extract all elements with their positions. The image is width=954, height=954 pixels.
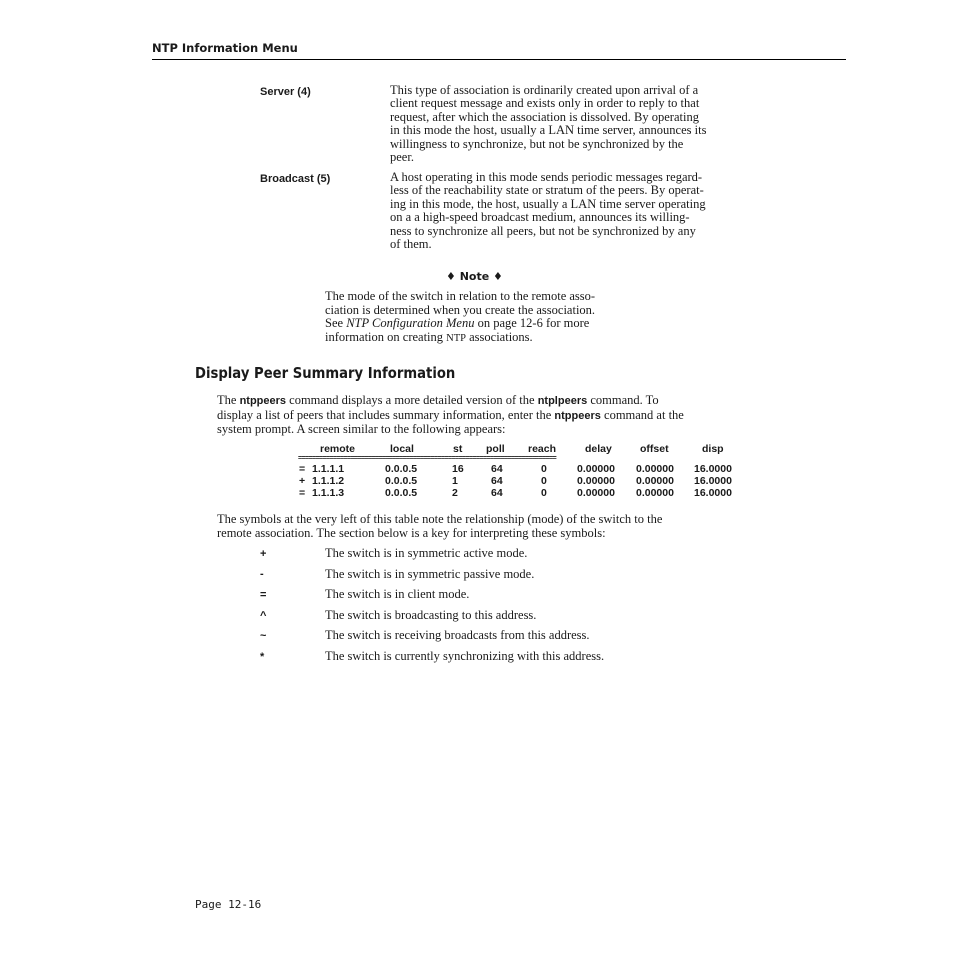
paragraph-text: command. To — [587, 393, 659, 407]
column-header: delay — [585, 443, 612, 455]
table-cell: 1.1.1.3 — [312, 487, 345, 499]
table-cell: + — [299, 475, 306, 487]
table-cell: = — [299, 487, 306, 499]
table-cell: 64 — [491, 487, 503, 499]
table-cell: 0.0.0.5 — [385, 487, 418, 499]
definition-line: on a a high-speed broadcast medium, announces its willing- — [390, 210, 690, 225]
symbol-key: ~ — [260, 630, 267, 642]
peer-summary-table — [298, 443, 744, 499]
table-header-row — [298, 443, 744, 455]
symbol-key: = — [260, 589, 267, 601]
table-cell: 64 — [491, 463, 503, 475]
definition-line: request, after which the association is dissolved. By operating — [390, 109, 699, 124]
table-cell: 1 — [452, 475, 458, 487]
note-line: ciation is determined when you create the association. — [325, 302, 596, 317]
column-header: st — [453, 443, 463, 455]
symbol-description: The switch is in symmetric passive mode. — [325, 567, 535, 581]
header-rule — [152, 59, 846, 60]
table-cell: 16.0000 — [694, 463, 732, 475]
definition-line: This type of association is ordinarily created upon arrival of a — [390, 83, 699, 97]
definition-body-server — [390, 84, 756, 164]
intro-paragraph — [217, 394, 757, 437]
command-name: ntppeers — [554, 409, 601, 422]
table-cell: 0.0.0.5 — [385, 463, 418, 475]
definition-line: peer. — [390, 150, 414, 165]
table-cell: 16.0000 — [694, 487, 732, 499]
definition-line: A host operating in this mode sends periodic messages regard- — [390, 170, 703, 184]
table-cell: 1.1.1.1 — [312, 463, 345, 475]
table-cell: = — [299, 463, 306, 475]
column-header: reach — [528, 443, 557, 455]
paragraph-text: The — [217, 393, 240, 407]
symbol-description: The switch is in symmetric active mode. — [325, 546, 528, 560]
paragraph-text: command at the — [600, 407, 684, 422]
table-cell: 0 — [541, 487, 547, 499]
symbol-key: + — [260, 548, 267, 560]
paragraph-text: display a list of peers that includes summary information, enter the — [217, 407, 555, 422]
note-line — [325, 331, 645, 346]
column-header: disp — [702, 443, 724, 455]
column-header: remote — [320, 443, 356, 455]
note-text: associations. — [466, 329, 533, 344]
definition-term-server: Server (4) — [260, 86, 311, 98]
column-header: offset — [640, 443, 669, 455]
table-cell: 0.00000 — [577, 487, 615, 499]
definition-line: of them. — [390, 237, 432, 252]
table-cell: 0.00000 — [636, 475, 674, 487]
definition-line: client request message and exists only in order to reply to that — [390, 96, 700, 111]
note-text: See — [325, 316, 347, 330]
page-number: Page 12-16 — [195, 898, 262, 911]
definition-line: in this mode the host, usually a LAN time server, announces its — [390, 123, 707, 138]
symbol-key: * — [260, 651, 265, 663]
table-cell: 0 — [541, 463, 547, 475]
table-cell: 16.0000 — [694, 475, 732, 487]
table-separator: ========================================================================== — [298, 455, 557, 462]
table-cell: 64 — [491, 475, 503, 487]
table-cell: 0.00000 — [636, 463, 674, 475]
table-cell: 16 — [452, 463, 464, 475]
paragraph-line: The symbols at the very left of this table note the relationship (mode) of the switch to the — [217, 512, 663, 526]
column-header: poll — [486, 443, 505, 455]
running-header: NTP Information Menu — [152, 41, 298, 55]
table-row — [298, 475, 744, 487]
table-cell: 0 — [541, 475, 547, 487]
paragraph-line: remote association. The section below is a key for interpreting these symbols: — [217, 525, 606, 540]
section-heading: Display Peer Summary Information — [195, 364, 456, 382]
symbol-key: ^ — [260, 610, 267, 622]
paragraph-line — [217, 409, 757, 424]
definition-line: ing in this mode, the host, usually a LAN time server operating — [390, 196, 706, 211]
column-header: local — [390, 443, 414, 455]
paragraph-line: system prompt. A screen similar to the following appears: — [217, 422, 506, 436]
note-acronym: NTP — [446, 332, 466, 344]
paragraph-text: command displays a more detailed version of the — [286, 393, 538, 407]
symbol-key: - — [260, 568, 264, 580]
note-text: on page 12-6 for more — [474, 316, 590, 330]
note-title: ♦ Note ♦ — [446, 270, 503, 283]
table-cell: 0.00000 — [577, 463, 615, 475]
note-text: information on creating — [325, 329, 447, 344]
symbol-description: The switch is currently synchronizing with this address. — [325, 649, 605, 663]
table-cell: 2 — [452, 487, 458, 499]
note-line: The mode of the switch in relation to the remote asso- — [325, 289, 596, 303]
symbol-description: The switch is receiving broadcasts from this address. — [325, 628, 590, 642]
definition-term-broadcast: Broadcast (5) — [260, 173, 331, 185]
definition-body-broadcast — [390, 171, 756, 251]
note-line — [325, 317, 645, 331]
note-body — [325, 290, 645, 345]
command-name: ntplpeers — [537, 395, 588, 407]
definition-line: willingness to synchronize, but not be synchronized by the — [390, 136, 684, 151]
table-cell: 0.00000 — [577, 475, 615, 487]
definition-line: less of the reachability state or stratum of the peers. By operat- — [390, 183, 704, 198]
symbol-description: The switch is broadcasting to this address. — [325, 608, 537, 622]
symbol-description: The switch is in client mode. — [325, 587, 470, 601]
table-cell: 0.00000 — [636, 487, 674, 499]
cross-reference-link[interactable]: NTP Configuration Menu — [346, 316, 475, 330]
table-row — [298, 463, 744, 475]
table-row — [298, 487, 744, 499]
paragraph-line — [217, 394, 757, 409]
table-cell: 0.0.0.5 — [385, 475, 418, 487]
symbols-intro-paragraph — [217, 513, 757, 540]
command-name: ntppeers — [239, 395, 287, 407]
table-cell: 1.1.1.2 — [312, 475, 345, 487]
definition-line: ness to synchronize all peers, but not be synchronized by any — [390, 223, 696, 238]
